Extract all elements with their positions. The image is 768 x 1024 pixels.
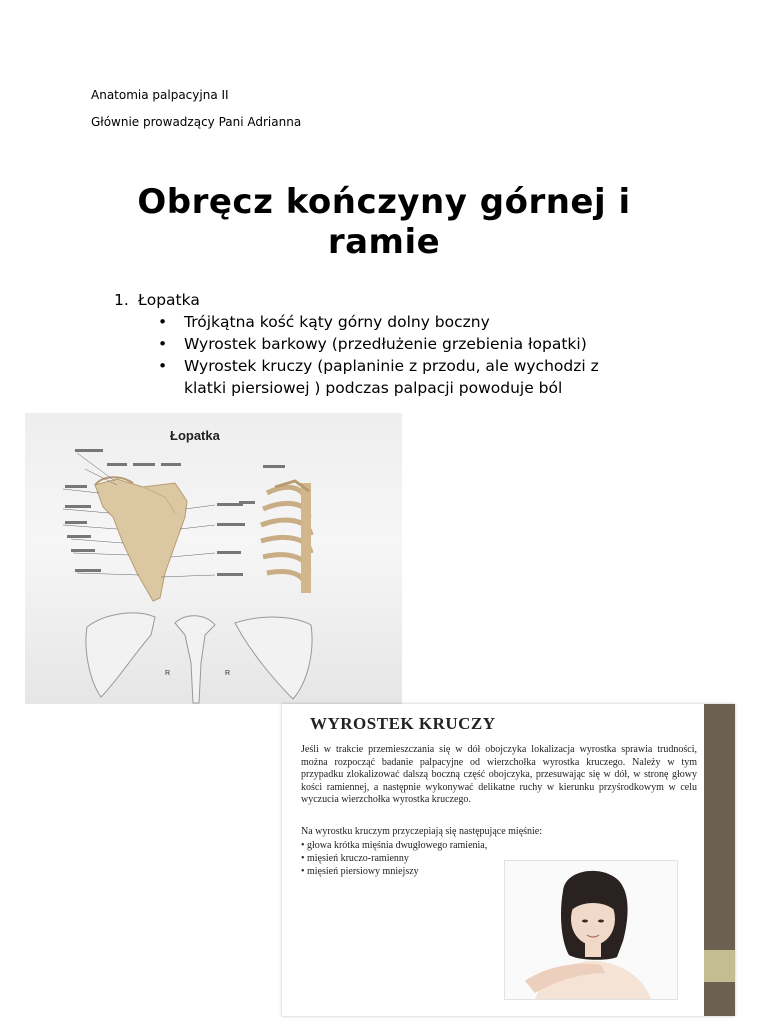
list-item-heading: Łopatka [138,291,200,309]
bullet-icon: • [158,357,168,375]
list-item [158,333,628,355]
header-line-course: Anatomia palpacyjna II [91,88,229,102]
bullet-list [158,311,628,399]
label-r-right: R [225,670,231,677]
list-number: 1. [114,291,129,309]
slide-title: WYROSTEK KRUCZY [310,714,496,733]
slide-sidebar-band [704,950,735,982]
scapula-anatomy-slide [25,413,402,704]
slide-paragraph: Jeśli w trakcie przemieszczania się w dół obojczyka lokalizacja wyrostka sprawia trudności, można rozpocząć badanie palpacyjne od wierzchołka wyrostka kruczego. Należy w tym przypadku zlokalizować dalszą boczną część obojczyka, przesuwając się w dół, w stronę głowy kości ramiennej, a następnie wykonywać delikatne ruchy w kierunku przyśrodkowym w celu wyczucia wierzchołka wyrostka kruczego. [301,744,697,805]
slide-title: Łopatka [170,428,220,443]
label-r-left: R [165,670,171,677]
palpation-photo [504,860,678,1000]
list-item: • mięsień kruczo-ramienny [301,853,409,864]
slide-subheading: Na wyrostku kruczym przyczepiają się następujące mięśnie: [301,826,543,837]
list-item: • mięsień piersiowy mniejszy [301,866,419,877]
palpation-illustration [505,861,677,999]
bullet-text: Trójkątna kość kąty górny dolny boczny [184,313,490,331]
bullet-text: Wyrostek kruczy (paplaninie z przodu, ale wychodzi z klatki piersiowej ) podczas palpacji powoduje ból [184,357,599,397]
bullet-icon: • [158,313,168,331]
header-line-lecturer: Głównie prowadzący Pani Adrianna [91,115,302,129]
list-item: • głowa krótka mięśnia dwugłowego ramienia, [301,840,488,851]
list-item [158,355,628,399]
slide-sidebar [704,704,735,1016]
list-item [158,311,628,333]
scapula-illustration [25,413,402,704]
muscle-list [301,839,487,878]
coracoid-process-slide [282,704,735,1016]
page-title: Obręcz kończyny górnej i ramie [137,182,631,262]
bullet-text: Wyrostek barkowy (przedłużenie grzebienia łopatki) [184,335,587,353]
bullet-icon: • [158,335,168,353]
